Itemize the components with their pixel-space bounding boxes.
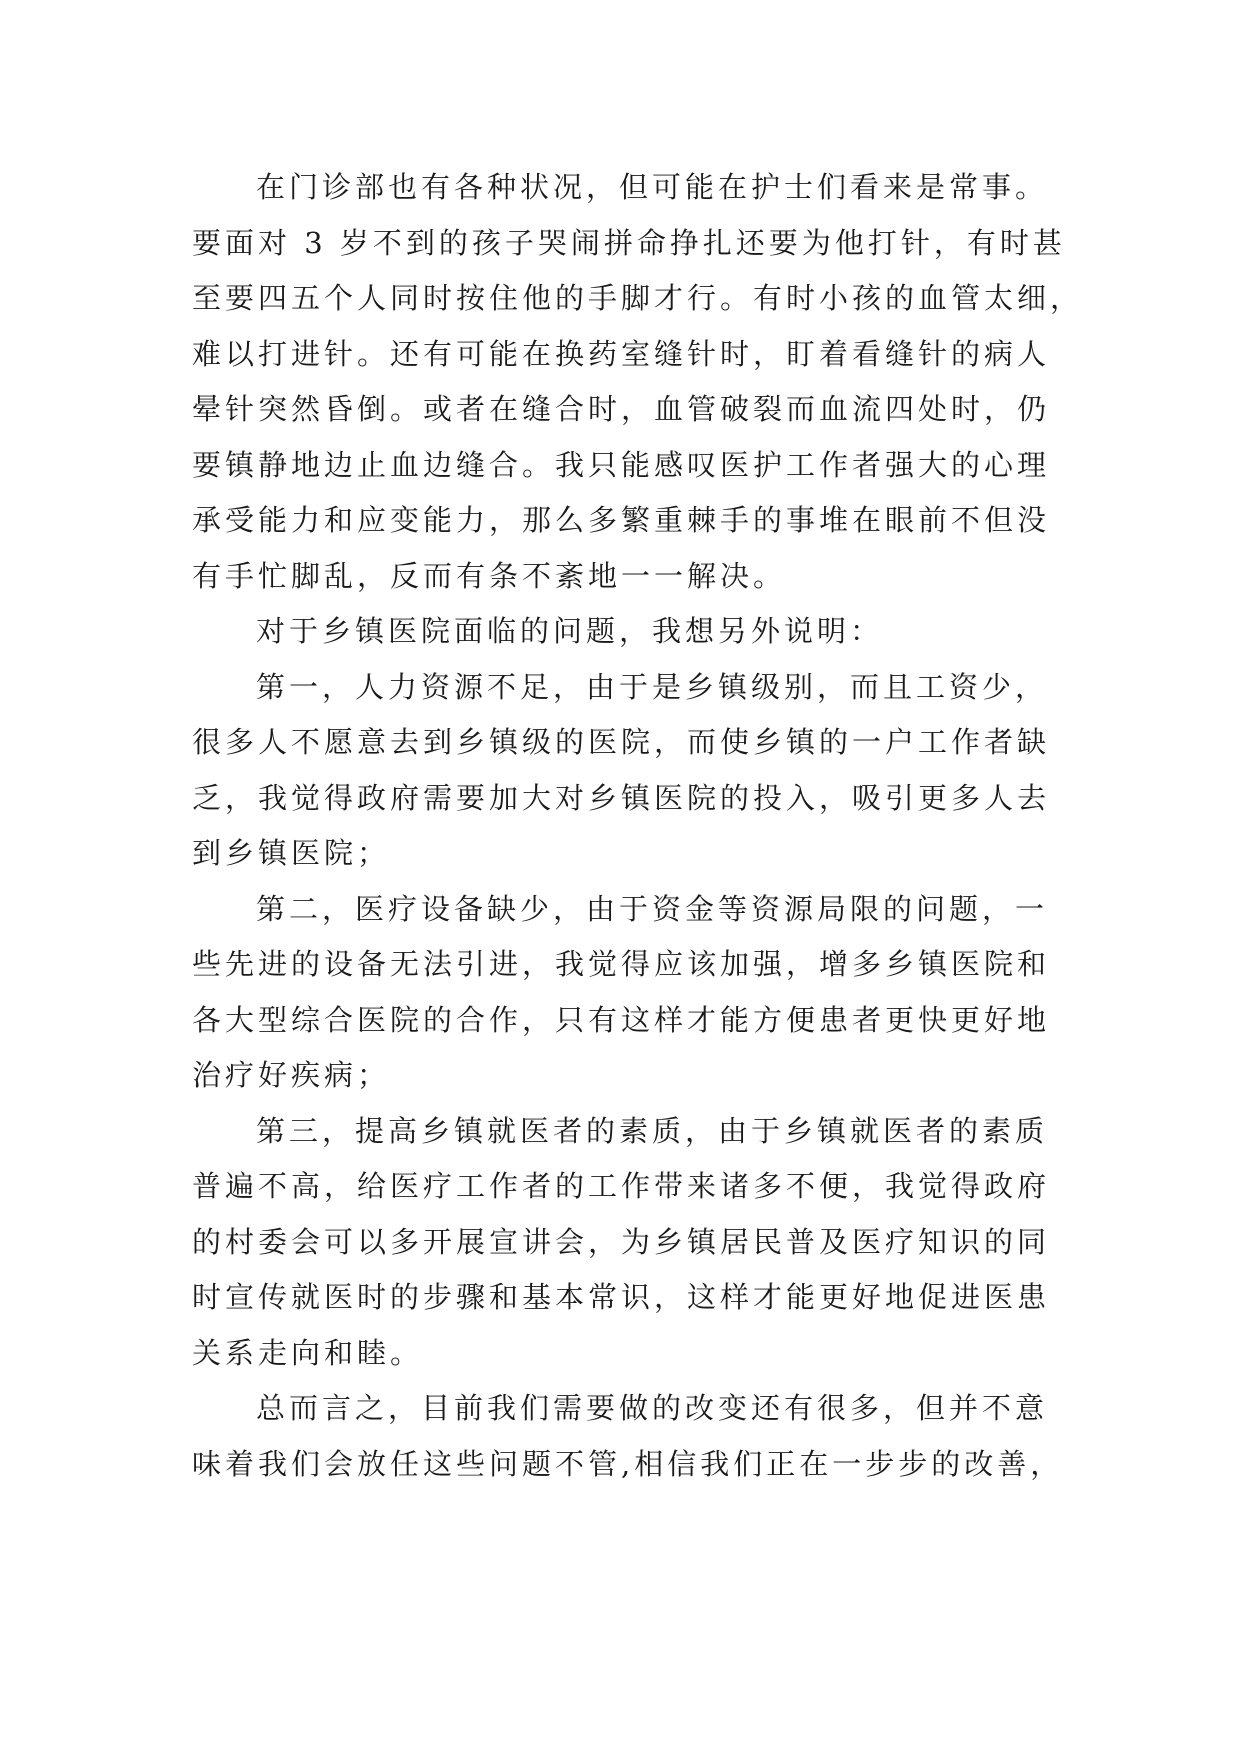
- text-line: 关系走向和睦。: [192, 1335, 424, 1370]
- text-line: 总而言之，目前我们需要做的改变还有很多，但并不意: [256, 1391, 1049, 1425]
- text-line: 有手忙脚乱，反而有条不紊地一一解决。: [192, 558, 787, 593]
- text-line: 承受能力和应变能力，那么多繁重棘手的事堆在眼前不但没: [192, 503, 1051, 537]
- text-line: 至要四五个人同时按住他的手脚才行。有时小孩的血管太细，: [192, 281, 1084, 315]
- text-line: 些先进的设备无法引进，我觉得应该加强，增多乡镇医院和: [192, 947, 1051, 981]
- text-line: 治疗好疾病；: [192, 1058, 391, 1092]
- text-line: 味着我们会放任这些问题不管,相信我们正在一步步的改善，: [192, 1446, 1064, 1481]
- text-line: 难以打进针。还有可能在换药室缝针时，盯着看缝针的病人: [192, 336, 1051, 371]
- text-line: 第二，医疗设备缺少，由于资金等资源局限的问题，一: [256, 891, 1049, 926]
- text-line: 的村委会可以多开展宣讲会，为乡镇居民普及医疗知识的同: [192, 1224, 1051, 1259]
- text-line: 很多人不愿意去到乡镇级的医院，而使乡镇的一户工作者缺: [192, 725, 1051, 759]
- text-line: 对于乡镇医院面临的问题，我想另外说明：: [256, 614, 884, 648]
- text-line: 晕针突然昏倒。或者在缝合时，血管破裂而血流四处时，仍: [192, 392, 1051, 426]
- text-line: 第三，提高乡镇就医者的素质，由于乡镇就医者的素质: [256, 1113, 1049, 1148]
- document-body: [192, 160, 1082, 1492]
- text-line: 要面对 3 岁不到的孩子哭闹拼命挣扎还要为他打针，有时甚: [192, 225, 1066, 260]
- text-line: 要镇静地边止血边缝合。我只能感叹医护工作者强大的心理: [192, 447, 1051, 482]
- text-line: 时宣传就医时的步骤和基本常识，这样才能更好地促进医患: [192, 1280, 1051, 1314]
- text-line: 在门诊部也有各种状况，但可能在护士们看来是常事。: [256, 170, 1049, 204]
- text-line: 普遍不高，给医疗工作者的工作带来诸多不便，我觉得政府: [192, 1169, 1051, 1203]
- text-line: 各大型综合医院的合作，只有这样才能方便患者更快更好地: [192, 1002, 1051, 1037]
- text-line: 第一，人力资源不足，由于是乡镇级别，而且工资少，: [256, 669, 1049, 704]
- text-line: 乏，我觉得政府需要加大对乡镇医院的投入，吸引更多人去: [192, 780, 1051, 815]
- text-line: 到乡镇医院；: [192, 836, 391, 870]
